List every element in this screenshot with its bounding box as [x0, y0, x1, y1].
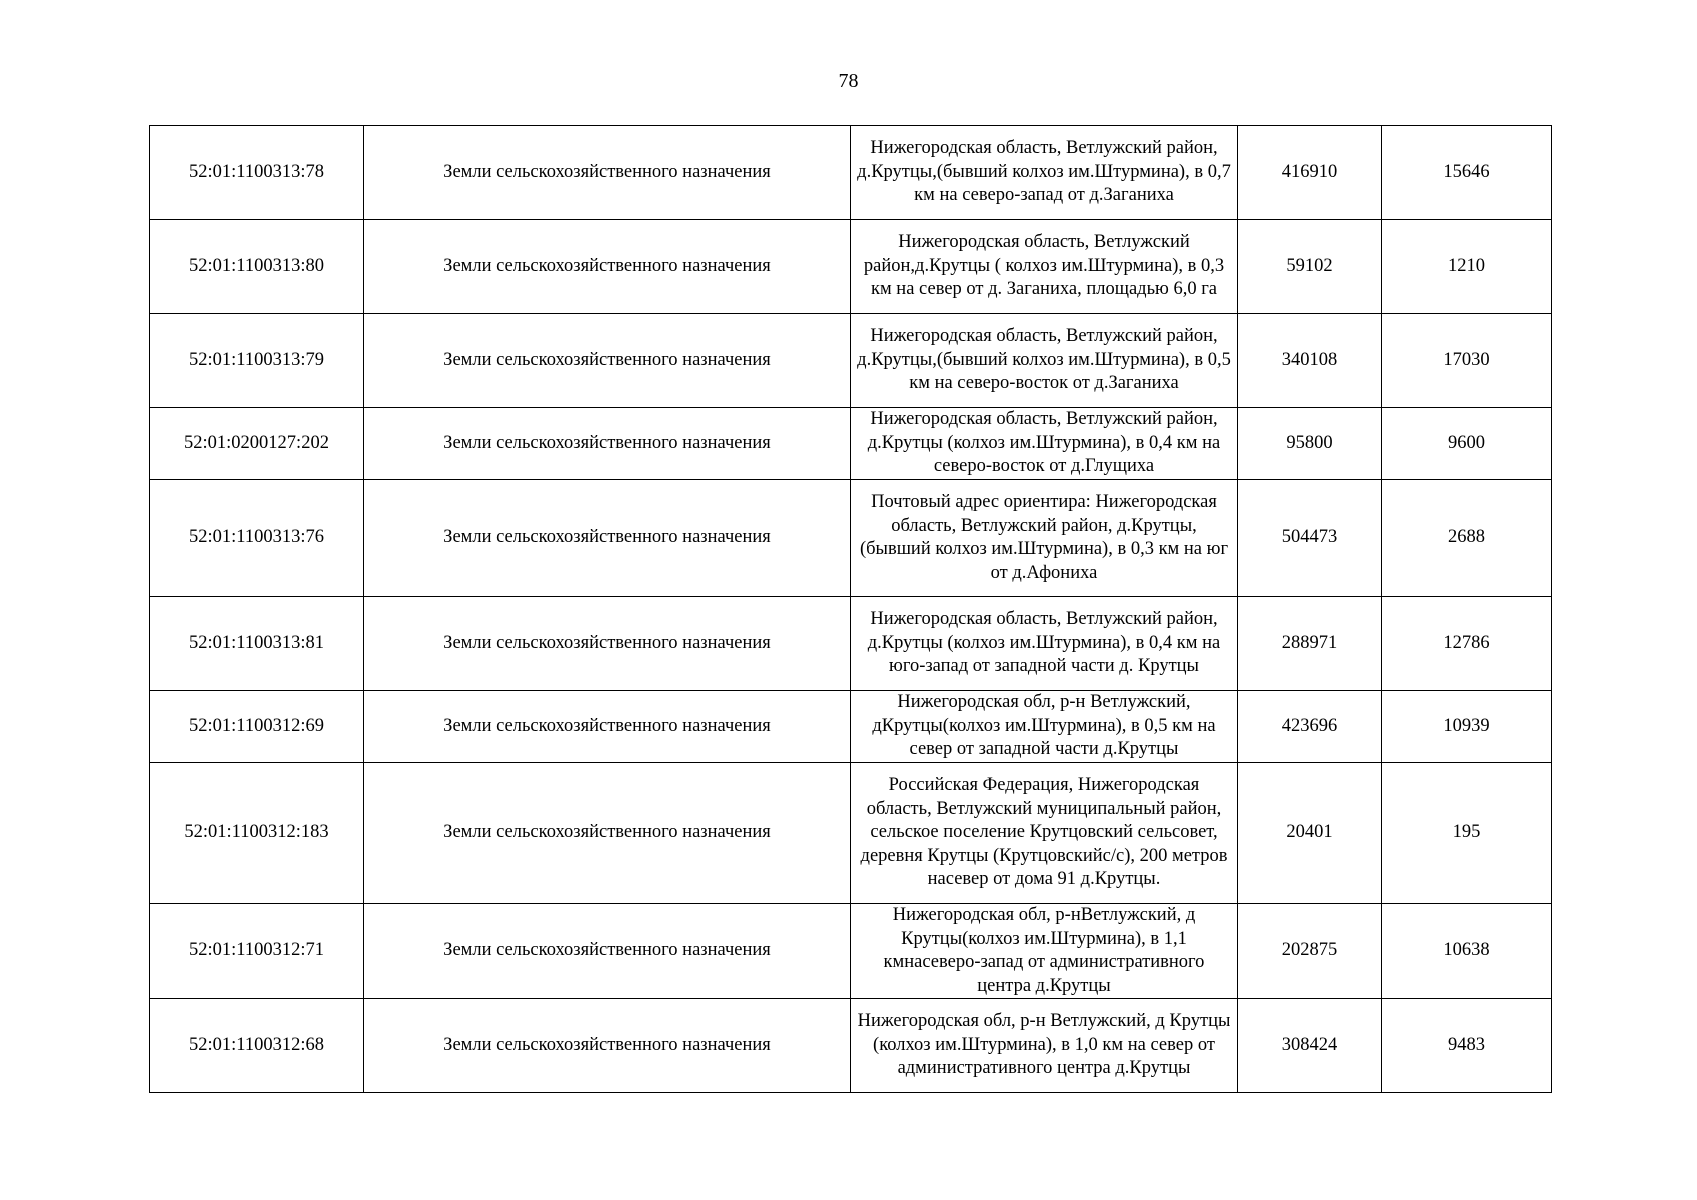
value-1-cell: 288971 — [1238, 597, 1382, 691]
land-category-cell: Земли сельскохозяйственного назначения — [364, 597, 851, 691]
land-plots-table — [149, 125, 1552, 1093]
value-2-cell: 12786 — [1382, 597, 1552, 691]
land-category-cell: Земли сельскохозяйственного назначения — [364, 220, 851, 314]
address-cell: Нижегородская область, Ветлужский район, д.Крутцы (колхоз им.Штурмина), в 0,4 км на северо-восток от д.Глущиха — [851, 408, 1238, 480]
value-2-cell: 195 — [1382, 763, 1552, 904]
value-2-cell: 9600 — [1382, 408, 1552, 480]
cadastral-number-cell: 52:01:1100313:78 — [150, 126, 364, 220]
cadastral-number-cell: 52:01:1100312:183 — [150, 763, 364, 904]
land-category-cell: Земли сельскохозяйственного назначения — [364, 480, 851, 597]
cadastral-number-cell: 52:01:1100313:79 — [150, 314, 364, 408]
land-category-cell: Земли сельскохозяйственного назначения — [364, 691, 851, 763]
table-row — [150, 220, 1552, 314]
address-cell: Нижегородская обл, р-н Ветлужский, дКрутцы(колхоз им.Штурмина), в 0,5 км на север от западной части д.Крутцы — [851, 691, 1238, 763]
address-cell: Нижегородская обл, р-нВетлужский, д Крутцы(колхоз им.Штурмина), в 1,1 кмнасеверо-запад от административного центра д.Крутцы — [851, 904, 1238, 999]
land-category-cell: Земли сельскохозяйственного назначения — [364, 999, 851, 1093]
value-2-cell: 2688 — [1382, 480, 1552, 597]
table-row — [150, 904, 1552, 999]
address-cell: Нижегородская область, Ветлужский район, д.Крутцы,(бывший колхоз им.Штурмина), в 0,7 км на северо-запад от д.Заганиха — [851, 126, 1238, 220]
address-cell: Нижегородская область, Ветлужский район, д.Крутцы,(бывший колхоз им.Штурмина), в 0,5 км на северо-восток от д.Заганиха — [851, 314, 1238, 408]
land-category-cell: Земли сельскохозяйственного назначения — [364, 408, 851, 480]
land-category-cell: Земли сельскохозяйственного назначения — [364, 763, 851, 904]
cadastral-number-cell: 52:01:0200127:202 — [150, 408, 364, 480]
table-row — [150, 314, 1552, 408]
value-2-cell: 10638 — [1382, 904, 1552, 999]
value-2-cell: 9483 — [1382, 999, 1552, 1093]
value-2-cell: 17030 — [1382, 314, 1552, 408]
value-1-cell: 340108 — [1238, 314, 1382, 408]
land-category-cell: Земли сельскохозяйственного назначения — [364, 314, 851, 408]
address-cell: Российская Федерация, Нижегородская область, Ветлужский муниципальный район, сельское поселение Крутцовский сельсовет, деревня Крутцы (Крутцовскийс/с), 200 метров насевер от дома 91 д.Крутцы. — [851, 763, 1238, 904]
cadastral-number-cell: 52:01:1100313:80 — [150, 220, 364, 314]
table-row — [150, 408, 1552, 480]
table-row — [150, 597, 1552, 691]
cadastral-number-cell: 52:01:1100312:69 — [150, 691, 364, 763]
table-row — [150, 763, 1552, 904]
cadastral-number-cell: 52:01:1100313:76 — [150, 480, 364, 597]
value-1-cell: 95800 — [1238, 408, 1382, 480]
value-1-cell: 20401 — [1238, 763, 1382, 904]
table-row — [150, 999, 1552, 1093]
value-2-cell: 10939 — [1382, 691, 1552, 763]
table-row — [150, 691, 1552, 763]
value-1-cell: 202875 — [1238, 904, 1382, 999]
table-row — [150, 480, 1552, 597]
value-1-cell: 416910 — [1238, 126, 1382, 220]
value-1-cell: 59102 — [1238, 220, 1382, 314]
value-2-cell: 15646 — [1382, 126, 1552, 220]
address-cell: Нижегородская обл, р-н Ветлужский, д Крутцы (колхоз им.Штурмина), в 1,0 км на север от административного центра д.Крутцы — [851, 999, 1238, 1093]
table-row — [150, 126, 1552, 220]
address-cell: Нижегородская область, Ветлужский район,д.Крутцы ( колхоз им.Штурмина), в 0,3 км на север от д. Заганиха, площадью 6,0 га — [851, 220, 1238, 314]
value-1-cell: 504473 — [1238, 480, 1382, 597]
cadastral-number-cell: 52:01:1100313:81 — [150, 597, 364, 691]
page-number: 78 — [838, 70, 859, 92]
value-1-cell: 423696 — [1238, 691, 1382, 763]
cadastral-number-cell: 52:01:1100312:71 — [150, 904, 364, 999]
value-2-cell: 1210 — [1382, 220, 1552, 314]
land-category-cell: Земли сельскохозяйственного назначения — [364, 126, 851, 220]
address-cell: Нижегородская область, Ветлужский район, д.Крутцы (колхоз им.Штурмина), в 0,4 км на юго-запад от западной части д. Крутцы — [851, 597, 1238, 691]
land-category-cell: Земли сельскохозяйственного назначения — [364, 904, 851, 999]
address-cell: Почтовый адрес ориентира: Нижегородская область, Ветлужский район, д.Крутцы,(бывший колхоз им.Штурмина), в 0,3 км на юг от д.Афониха — [851, 480, 1238, 597]
value-1-cell: 308424 — [1238, 999, 1382, 1093]
cadastral-number-cell: 52:01:1100312:68 — [150, 999, 364, 1093]
